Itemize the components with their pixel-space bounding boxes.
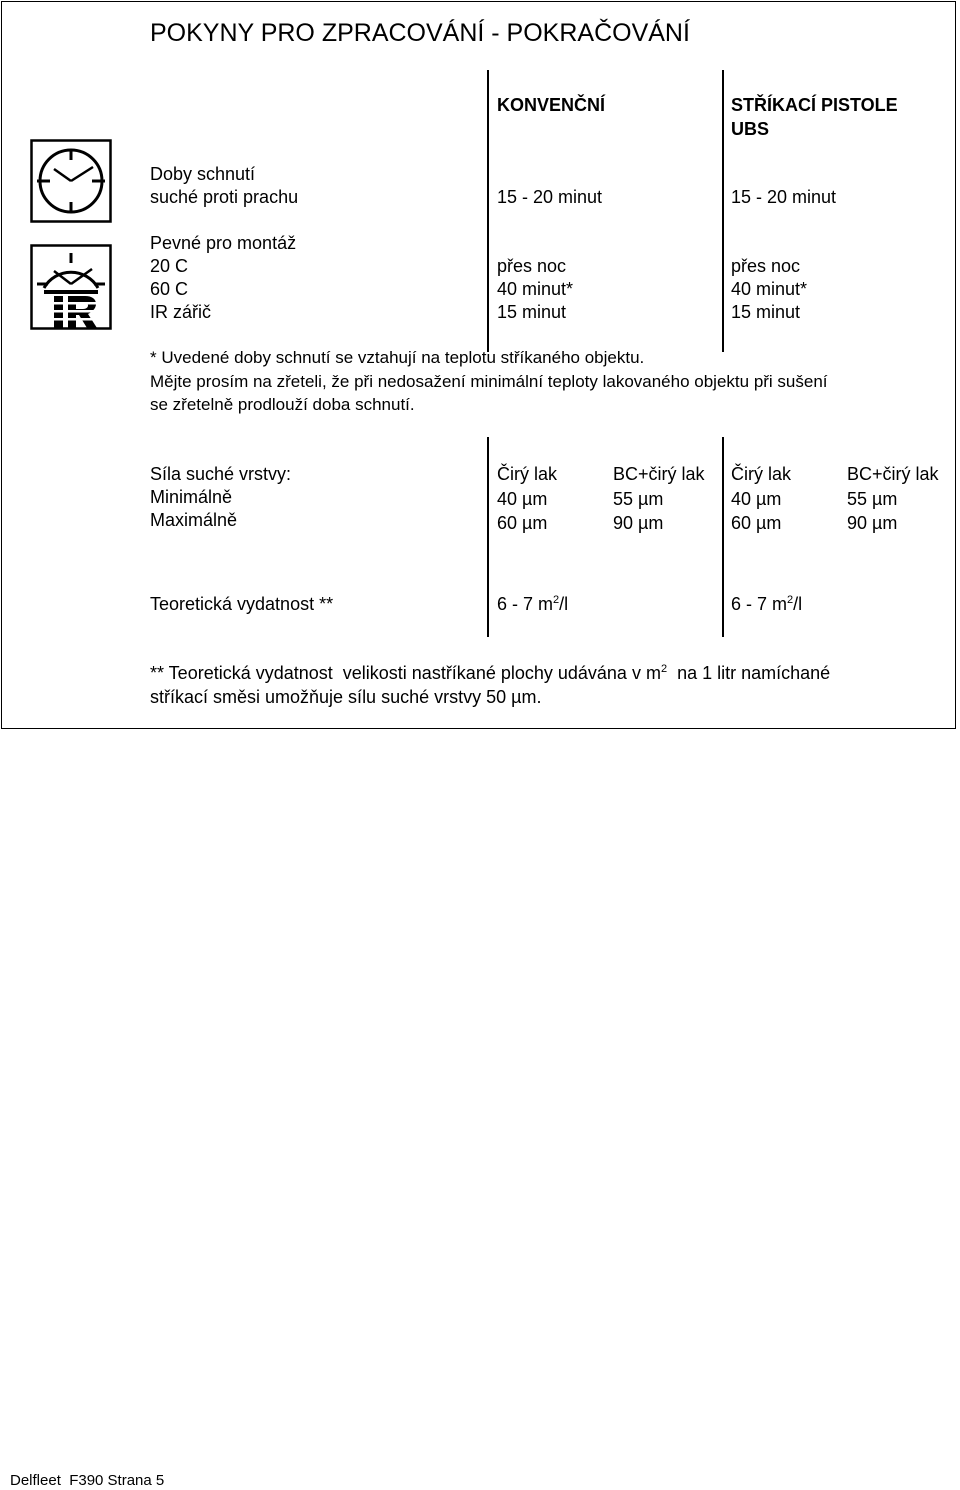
film-thickness-label: Síla suché vrstvy: <box>150 464 292 484</box>
film-max-value: 90 µm <box>847 513 898 533</box>
assembly-row-label: 60 C <box>150 279 189 299</box>
assembly-row-label: IR zářič <box>150 302 212 322</box>
film-min-value: 55 µm <box>613 489 664 509</box>
note-line: Mějte prosím na zřeteli, že při nedosažení minimální teploty lakovaného objektu při sušení <box>150 372 828 391</box>
column-divider-2 <box>722 70 724 352</box>
page-footer: Delfleet F390 Strana 5 <box>10 1472 165 1489</box>
note-line: * Uvedené doby schnutí se vztahují na teplotu stříkaného objektu. <box>150 348 645 367</box>
yield-label: Teoretická vydatnost ** <box>150 594 334 614</box>
yield-conventional: 6 - 7 $m^2/l$ <box>497 594 569 614</box>
dust-dry-sublabel: suché proti prachu <box>150 187 299 207</box>
assembly-row-conventional: 15 minut <box>497 302 567 322</box>
dust-dry-spray-gun: 15 - 20 minut <box>731 187 837 207</box>
assembly-row-spray-gun: 40 minut* <box>731 279 808 299</box>
film-subheader: Čirý lak <box>497 464 558 484</box>
film-min-value: 40 µm <box>497 489 548 509</box>
dust-dry-label: Doby schnutí <box>150 164 256 184</box>
clock-icon <box>30 139 112 223</box>
assembly-row-conventional: 40 minut* <box>497 279 574 299</box>
film-subheader: Čirý lak <box>731 464 792 484</box>
assembly-row-label: 20 C <box>150 256 189 276</box>
film-max-value: 90 µm <box>613 513 664 533</box>
column-header-spray-gun-ubs: UBS <box>731 119 770 139</box>
column-header-spray-gun: STŘÍKACÍ PISTOLE <box>731 95 898 115</box>
assembly-row-spray-gun: 15 minut <box>731 302 801 322</box>
footnote-line: ** Teoretická vydatnost velikosti nastříkané plochy udávána v $m^2$ na 1 litr namíchané <box>150 663 831 683</box>
assembly-row-spray-gun: přes noc <box>731 256 801 276</box>
yield-spray-gun: 6 - 7 $m^2/l$ <box>731 594 803 614</box>
film-max-value: 60 µm <box>731 513 782 533</box>
film-thickness-max-label: Maximálně <box>150 510 238 530</box>
assembly-row-conventional: přes noc <box>497 256 567 276</box>
film-thickness-min-label: Minimálně <box>150 487 233 507</box>
assembly-label: Pevné pro montáž <box>150 233 297 253</box>
clock-ir-icon <box>30 244 112 330</box>
film-subheader: BC+čirý lak <box>847 464 939 484</box>
column-header-conventional: KONVENČNÍ <box>497 95 606 115</box>
column-divider-3 <box>487 437 489 637</box>
column-divider-4 <box>722 437 724 637</box>
film-min-value: 40 µm <box>731 489 782 509</box>
film-subheader: BC+čirý lak <box>613 464 705 484</box>
film-min-value: 55 µm <box>847 489 898 509</box>
footnote-line: stříkací směsi umožňuje sílu suché vrstvy 50 µm. <box>150 687 542 707</box>
column-divider-1 <box>487 70 489 352</box>
page-title: POKYNY PRO ZPRACOVÁNÍ - POKRAČOVÁNÍ <box>150 19 690 47</box>
note-line: se zřetelně prodlouží doba schnutí. <box>150 395 415 414</box>
film-max-value: 60 µm <box>497 513 548 533</box>
dust-dry-conventional: 15 - 20 minut <box>497 187 603 207</box>
